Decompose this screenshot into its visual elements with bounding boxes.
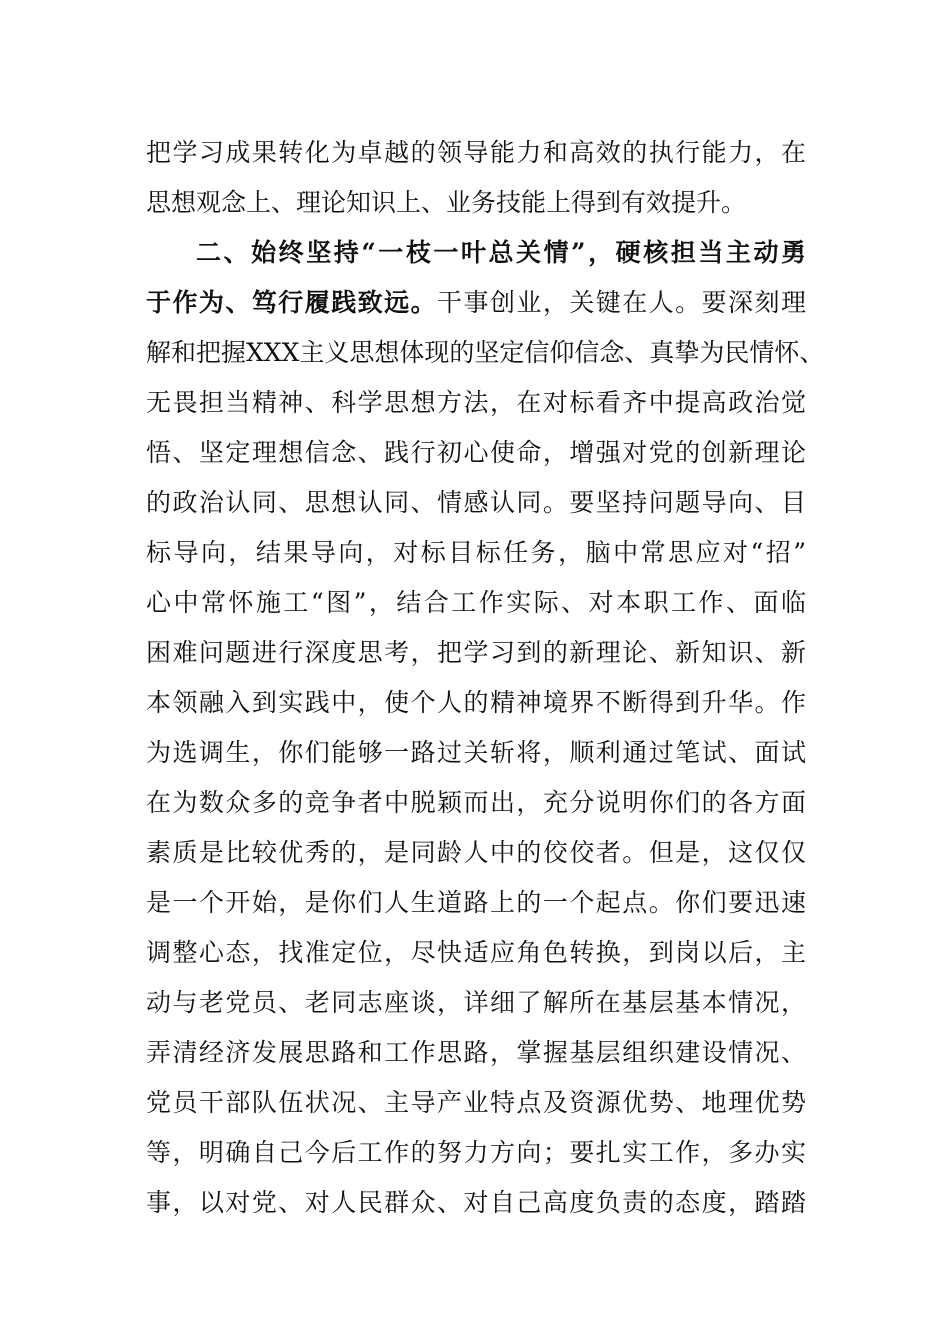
paragraph-line: 等，明确自己今后工作的努力方向；要扎实工作，多办实 <box>146 1138 806 1167</box>
paragraph-line: 事，以对党、对人民群众、对自己高度负责的态度，踏踏 <box>146 1188 806 1217</box>
paragraph-line: 党员干部队伍状况、主导产业特点及资源优势、地理优势 <box>146 1088 806 1117</box>
paragraph-line: 本领融入到实践中，使个人的精神境界不断得到升华。作 <box>146 688 806 717</box>
paragraph-line: 素质是比较优秀的，是同龄人中的佼佼者。但是，这仅仅 <box>146 838 806 867</box>
paragraph-line: 把学习成果转化为卓越的领导能力和高效的执行能力，在 <box>146 138 806 167</box>
paragraph-line <box>146 283 806 323</box>
paragraph-text: 干事创业，关键在人。要深刻理 <box>437 288 806 317</box>
paragraph-line: 标导向，结果导向，对标目标任务，脑中常思应对“招” <box>146 538 806 567</box>
paragraph-line: 在为数众多的竞争者中脱颖而出，充分说明你们的各方面 <box>146 788 806 817</box>
paragraph-line: 困难问题进行深度思考，把学习到的新理论、新知识、新 <box>146 638 806 667</box>
paragraph-line: 调整心态，找准定位，尽快适应角色转换，到岗以后，主 <box>146 938 806 967</box>
paragraph-line: 思想观念上、理论知识上、业务技能上得到有效提升。 <box>146 188 747 217</box>
paragraph-line: 悟、坚定理想信念、践行初心使命，增强对党的创新理论 <box>146 438 806 467</box>
paragraph-line: 动与老党员、老同志座谈，详细了解所在基层基本情况， <box>146 988 806 1017</box>
section-heading-text: 于作为、笃行履践致远。 <box>146 288 438 317</box>
paragraph-line: 无畏担当精神、科学思想方法，在对标看齐中提高政治觉 <box>146 388 806 417</box>
section-heading-line: 二、始终坚持“一枝一叶总关情”，硬核担当主动勇 <box>196 238 806 267</box>
paragraph-line: 是一个开始，是你们人生道路上的一个起点。你们要迅速 <box>146 888 806 917</box>
paragraph-line: 心中常怀施工“图”，结合工作实际、对本职工作、面临 <box>146 588 806 617</box>
paragraph-line: 为选调生，你们能够一路过关斩将，顺利通过笔试、面试 <box>146 738 806 767</box>
paragraph-line: 解和把握XXX主义思想体现的坚定信仰信念、真挚为民情怀、 <box>146 338 825 367</box>
paragraph-line: 弄清经济发展思路和工作思路，掌握基层组织建设情况、 <box>146 1038 806 1067</box>
paragraph-line: 的政治认同、思想认同、情感认同。要坚持问题导向、目 <box>146 488 806 517</box>
